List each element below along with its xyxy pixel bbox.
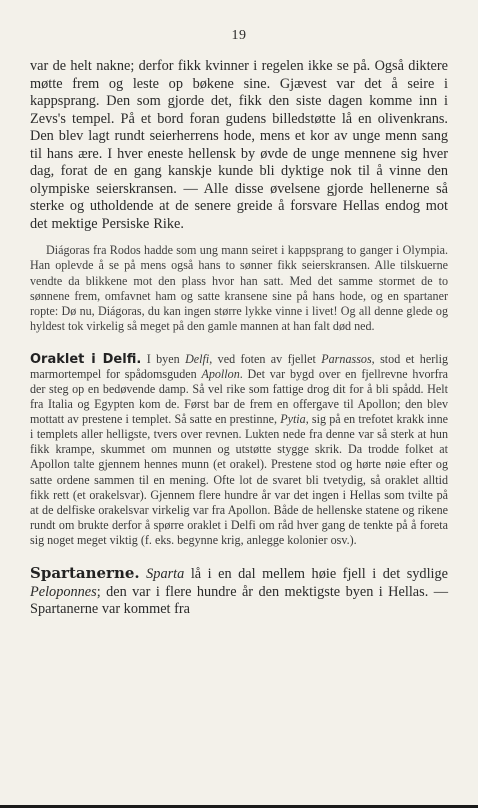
- priestess-name-pytia: Pytia: [280, 412, 306, 427]
- body-paragraph-olympic-games: var de helt nakne; derfor fikk kvinner i regelen ikke se på. Også diktere møtte frem og leste op bøkene sine. Gjævest var det å seire i kappsprang. Den som gjorde det, fikk den siste dagen komme inn i Zevs's tempel. På et bord foran gudens billedstøtte lå en olivenkrans. Den blev lagt rundt seierherrens hode, mens et kor av unge menn sang til hans ære. I hver eneste hellensk by øvde de unge mennene sig hver dag, forat de en gang kanskje kunde bli dyktige nok til å vinne den olympiske seierskransen. — Alle disse øvelsene gjorde hellenerne så sterke og utholdende at de senere greide å forsvare Hellas endog mot det mektige Persiske Rike.: [30, 58, 448, 232]
- anecdote-paragraph-diagoras: Diágoras fra Rodos hadde som ung mann seiret i kappsprang to ganger i Olympia. Han oplevde å se på mens også hans to sønner fikk seierskransen. Alle tilskuerne vendte da blikkene mot den plass hvor han satt. Med det samme stormet de to sønnene frem, omfavnet ham og satte kransene sine på hans hode, og en spartaner ropte: Dø nu, Diágoras, du kan ingen større lykke vinne i livet! Og all denne glede og hyldest tok virkelig så meget på den gamle mannen at han falt død ned.: [30, 243, 448, 334]
- text-run: , ved foten av fjellet: [209, 351, 322, 366]
- page-number: 19: [231, 28, 247, 43]
- text-run: , stod et herlig marmortempel for spådomsguden: [30, 351, 449, 381]
- text-run: I byen: [141, 351, 186, 366]
- section-heading-spartanerne: Spartanerne.: [30, 564, 140, 582]
- god-name-apollon: Apollon: [201, 366, 240, 381]
- place-name-sparta: Sparta: [146, 566, 185, 582]
- section-spartans: [30, 565, 448, 619]
- text-run: . Det var bygd over en fjellrevne hvorfra der steg op en bedøvende damp. Så vel rike som fattige drog dit for å bli spådd. Helt fra Italia og Egypten kom de. Først bar de frem en offergave til Apollon; den blev mottatt av prestene i templet. Så satte en prestinne,: [30, 366, 448, 427]
- text-run: lå i en dal mellem høie fjell i det sydlige: [184, 566, 449, 582]
- place-name-peloponnes: Peloponnes: [30, 583, 97, 600]
- section-oracle-of-delphi: [30, 352, 448, 548]
- section-heading-delfi: Oraklet i Delfi.: [30, 351, 142, 367]
- section-oracle-text: [30, 352, 448, 548]
- section-spartans-text: [30, 565, 448, 619]
- text-run: ; den var i flere hundre år den mektigste byen i Hellas. — Spartanerne var kommet fra: [30, 583, 448, 617]
- place-name-parnassos: Parnassos: [321, 351, 372, 366]
- text-run: , sig på en trefotet krakk inne i templets aller helligste, tvers over revnen. Lukten nede fra denne var så sterk at hun fikk krampe, skummet om munnen og utstøtte stygge skrik. Da trodde folket at Apollon talte gjennem hennes munn (et orakel). Prestene stod og hørte nøie efter og satte ordene sammen til en mening. Ofte lot de svaret bli tvetydig, så oraklet alltid fikk rett (et orakelsvar). Gjennem flere hundre år var det ingen i Hellas som tvilte på at de delfiske orakelsvar virkelig var fra Apollon. Både de hellenske statene og rikene rundt om brukte derfor å spørre oraklet i Delfi om råd hver gang de tenkte på å foreta sig noget meget viktig (f. eks. begynne krig, anlegge kolonier osv.).: [30, 412, 448, 547]
- place-name-delfi: Delfi: [185, 351, 210, 366]
